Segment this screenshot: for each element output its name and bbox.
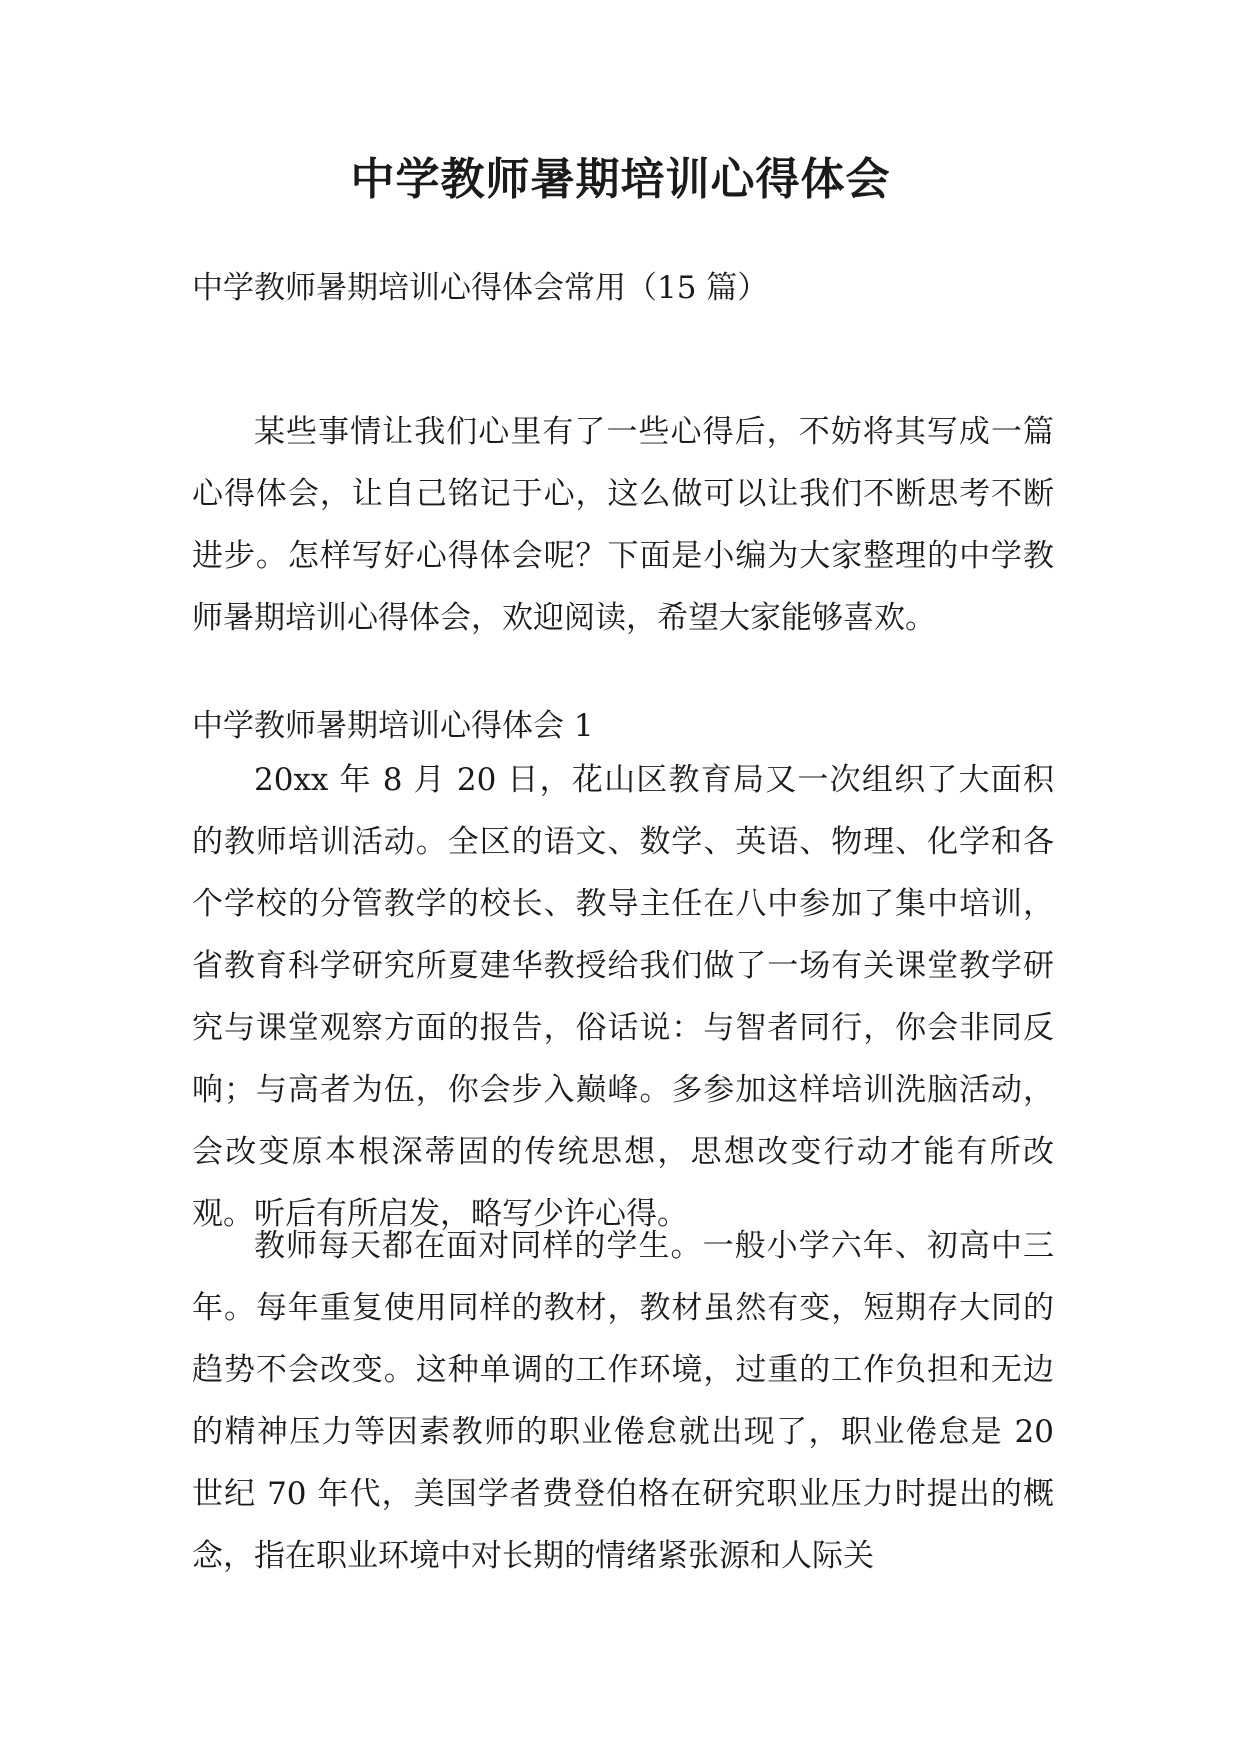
document-subtitle: 中学教师暑期培训心得体会常用（15 篇） — [192, 270, 769, 306]
body-paragraph: 教师每天都在面对同样的学生。一般小学六年、初高中三年。每年重复使用同样的教材，教材虽然有变，短期存大同的趋势不会改变。这种单调的工作环境，过重的工作负担和无边的精神压力等因素教师的职业倦怠就出现了，职业倦怠是 20 世纪 70 年代，美国学者费登伯格在研究职业压力时提出的概念，指在职业环境中对长期的情绪紧张源和人际关 — [192, 1228, 1054, 1574]
document-title: 中学教师暑期培训心得体会 — [350, 154, 891, 205]
intro-paragraph: 某些事情让我们心里有了一些心得后，不妨将其写成一篇心得体会，让自己铭记于心，这么做可以让我们不断思考不断进步。怎样写好心得体会呢？下面是小编为大家整理的中学教师暑期培训心得体会，欢迎阅读，希望大家能够喜欢。 — [192, 414, 1054, 636]
body-paragraph: 20xx 年 8 月 20 日，花山区教育局又一次组织了大面积的教师培训活动。全区的语文、数学、英语、物理、化学和各个学校的分管教学的校长、教导主任在八中参加了集中培训，省教育科学研究所夏建华教授给我们做了一场有关课堂教学研究与课堂观察方面的报告，俗话说：与智者同行，你会非同反响；与高者为伍，你会步入巅峰。多参加这样培训洗脑活动，会改变原本根深蒂固的传统思想，思想改变行动才能有所改观。听后有所启发，略写少许心得。 — [192, 762, 1054, 1232]
section-heading: 中学教师暑期培训心得体会 1 — [192, 708, 594, 744]
